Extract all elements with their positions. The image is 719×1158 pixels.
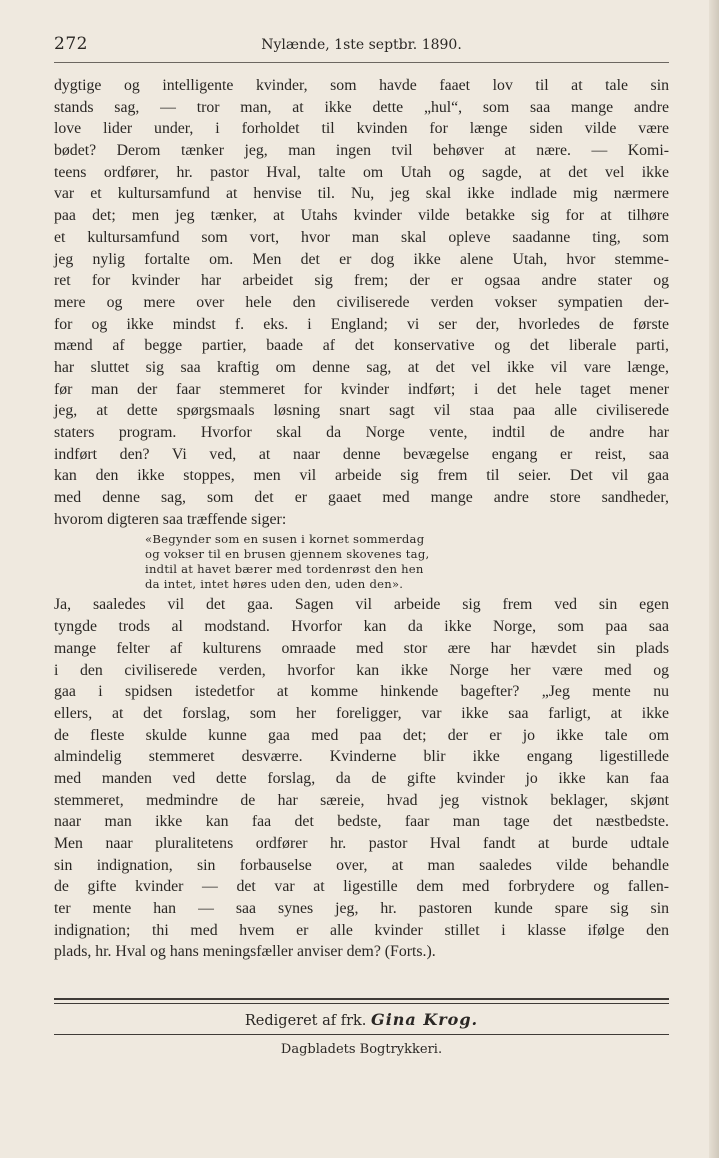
- text-line: før man der faar stemmeret for kvinder indført; i det hele taget mener: [54, 380, 669, 398]
- text-line: naar man ikke kan faa det bedste, faar man tage det næstbedste.: [54, 813, 669, 831]
- header-rule: [54, 62, 669, 63]
- quote-line: da intet, intet høres uden den, uden den».: [145, 577, 404, 592]
- quote-line: «Begynder som en susen i kornet sommerdag: [145, 532, 425, 547]
- text-line: paa det; men jeg tænker, at Utahs kvinder vilde betakke sig for at tilhøre: [54, 207, 669, 225]
- text-line: med denne sag, som det er gaaet med mange andre store sandheder,: [54, 489, 669, 507]
- text-line: i den civiliserede verden, hvorfor kan ikke Norge her være med og: [54, 661, 669, 679]
- text-line: ter mente han — saa synes jeg, hr. pastoren kunde spare sig sin: [54, 900, 669, 918]
- paragraph-after-quote: [54, 594, 669, 963]
- text-line: var et kultursamfund at henvise til. Nu, jeg skal ikke indlade mig nærmere: [54, 185, 669, 203]
- text-line: tyngde trods al modstand. Hvorfor kan da ikke Norge, som paa saa: [54, 618, 669, 636]
- text-line: stands sag, — tror man, at ikke dette „hul“, som saa mange andre: [54, 98, 669, 116]
- editor-name: Gina Krog.: [371, 1010, 479, 1029]
- text-line: ellers, at det forslag, som her foreligger, var ikke saa farligt, at ikke: [54, 704, 669, 722]
- editor-credit: [54, 1010, 669, 1029]
- page-number: 272: [54, 34, 88, 54]
- text-line: indført den? Vi ved, at naar denne bevægelse engang er reist, saa: [54, 445, 669, 463]
- text-line: stemmeret, medmindre de har særeie, hvad jeg vistnok beklager, skjønt: [54, 791, 669, 809]
- text-line: plads, hr. Hval og hans meningsfæller anviser dem? (Forts.).: [54, 943, 436, 961]
- text-line: et kultursamfund som vort, hvor man skal opleve saadanne ting, som: [54, 228, 669, 246]
- text-line: jeg nylig fortalte om. Men det er dog ikke alene Utah, hvor stemme-: [54, 250, 669, 268]
- text-line: Men naar pluralitetens ordfører hr. pastor Hval fandt at burde udtale: [54, 835, 669, 852]
- text-line: mange felter af kulturens omraade med stor ære har hævdet sin plads: [54, 639, 669, 657]
- text-line: almindelig stemmeret desværre. Kvinderne blir ikke engang ligestillede: [54, 748, 669, 766]
- text-line: mænd af begge partier, baade af det konservative og det liberale parti,: [54, 337, 669, 355]
- text-line: dygtige og intelligente kvinder, som havde faaet lov til at tale sin: [54, 77, 669, 94]
- page-header: [54, 34, 669, 60]
- text-line: ret for kvinder har arbeidet sig frem; der er ogsaa andre stater og: [54, 272, 669, 290]
- text-line: sin indignation, sin forbauselse over, at man saaledes vilde behandle: [54, 856, 669, 874]
- running-title: Nylænde, 1ste septbr. 1890.: [261, 37, 462, 53]
- editor-prefix: Redigeret af frk.: [244, 1013, 367, 1029]
- text-line: indignation; thi med hvem er alle kvinder stillet i klasse ifølge den: [54, 921, 669, 939]
- printer-credit: Dagbladets Bogtrykkeri.: [280, 1042, 443, 1057]
- poem-quote: [145, 532, 515, 592]
- text-line: har sluttet sig saa kraftig om denne sag, at det vel ikke vil vare længe,: [54, 358, 669, 376]
- quote-line: og vokser til en brusen gjennem skovenes tag,: [145, 547, 430, 562]
- text-line: bødet? Derom tænker jeg, man ingen tvil behøver at nære. — Komi-: [54, 142, 669, 160]
- text-line: med manden ved dette forslag, da de gifte kvinder jo ikke kan faa: [54, 769, 669, 787]
- text-line: gaa i spidsen istedetfor at komme hinkende bagefter? „Jeg mente nu: [54, 683, 669, 701]
- text-line: hvorom digteren saa træffende siger:: [54, 510, 287, 528]
- text-line: Ja, saaledes vil det gaa. Sagen vil arbeide sig frem ved sin egen: [54, 596, 669, 614]
- footer-rule-thin: [54, 1003, 669, 1004]
- footer-rule-bottom: [54, 1034, 669, 1035]
- text-line: jeg, at dette spørgsmaals løsning snart sagt vil staa paa alle civiliserede: [54, 402, 669, 420]
- text-line: teens ordfører, hr. pastor Hval, talte om Utah og sagde, at det vel ikke: [54, 163, 669, 181]
- page-edge-shadow: [709, 0, 719, 1158]
- paragraph-before-quote: [54, 75, 669, 530]
- text-line: staters program. Hvorfor skal da Norge vente, indtil de andre har: [54, 424, 669, 441]
- text-line: for og ikke mindst f. eks. i England; vi ser der, hvorledes de første: [54, 315, 669, 333]
- text-line: kan den ikke stoppes, men vil arbeide sig frem til seier. Det vil gaa: [54, 467, 669, 485]
- article-body: [54, 75, 669, 963]
- text-line: de gifte kvinder — det var at ligestille dem med forbrydere og fallen-: [54, 878, 669, 896]
- text-line: mere og mere over hele den civiliserede verden vokser sympatien der-: [54, 293, 669, 311]
- footer-rule-thick: [54, 998, 669, 1000]
- text-line: love lider under, i forholdet til kvinden for længe siden vilde være: [54, 120, 669, 138]
- text-line: de fleste skulde kunne gaa med paa det; der er jo ikke tale om: [54, 726, 669, 744]
- quote-line: indtil at havet bærer med tordenrøst den hen: [145, 562, 424, 577]
